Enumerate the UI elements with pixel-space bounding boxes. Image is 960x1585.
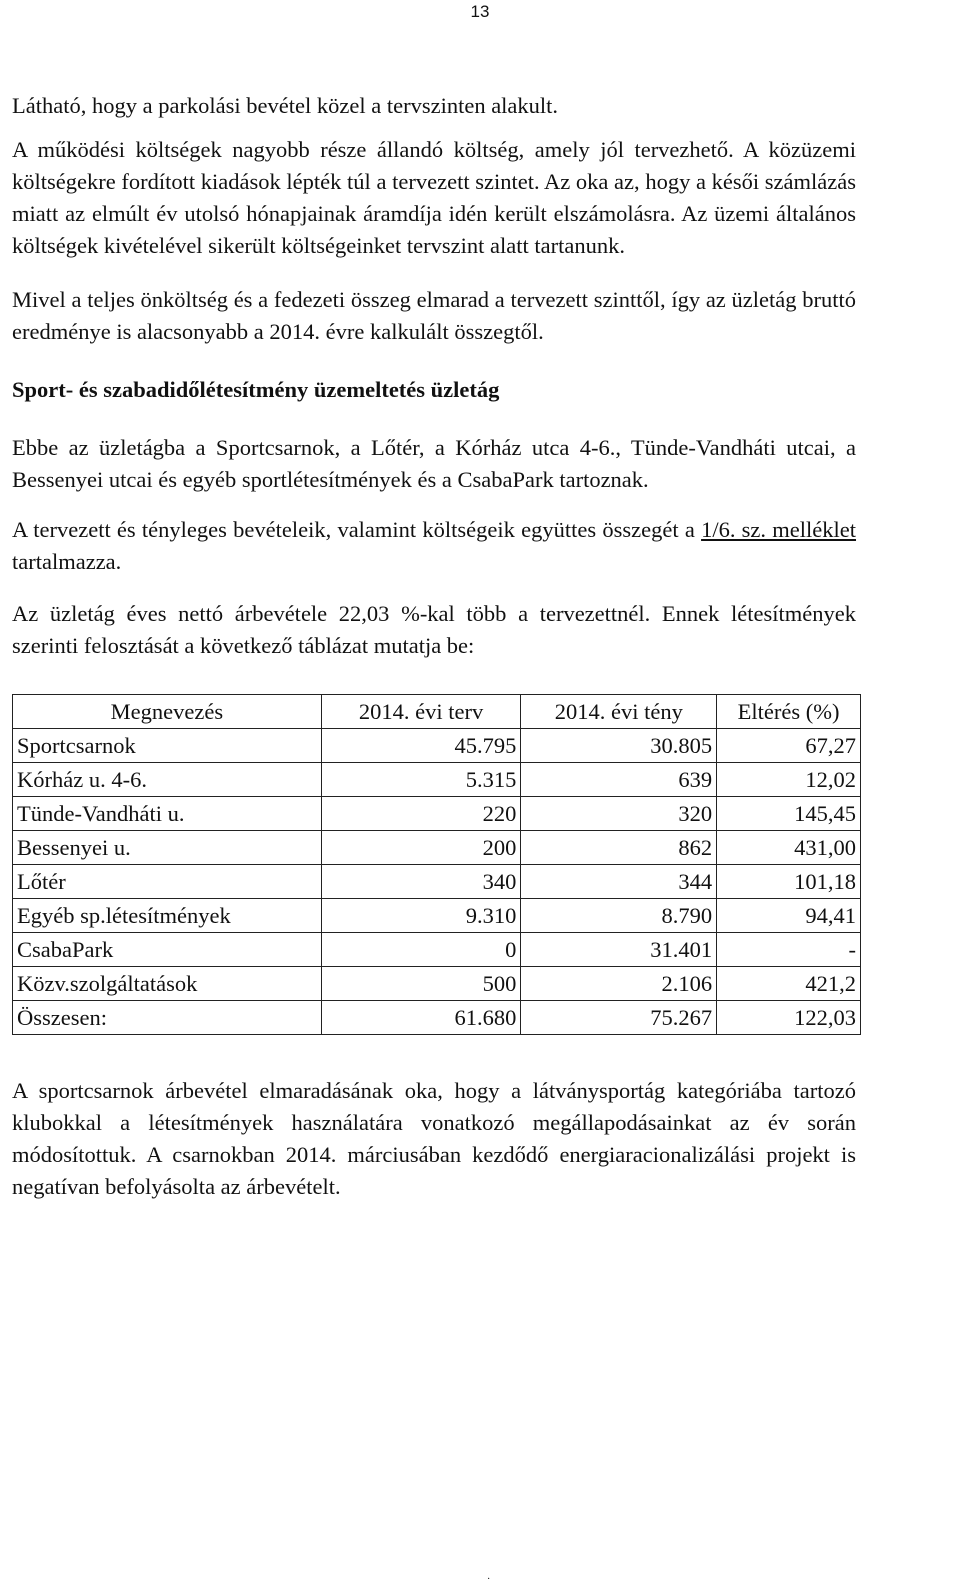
cell-actual: 320	[521, 797, 717, 831]
cell-plan: 340	[321, 865, 521, 899]
cell-deviation: 122,03	[717, 1001, 861, 1035]
cell-name: Tünde-Vandháti u.	[13, 797, 322, 831]
cell-name: Sportcsarnok	[13, 729, 322, 763]
header-deviation: Eltérés (%)	[717, 695, 861, 729]
header-name: Megnevezés	[13, 695, 322, 729]
header-plan: 2014. évi terv	[321, 695, 521, 729]
table-row	[13, 967, 861, 1001]
table-row	[13, 865, 861, 899]
section-heading: Sport- és szabadidőlétesítmény üzemeltetés üzletág	[12, 377, 500, 402]
cell-plan: 5.315	[321, 763, 521, 797]
cell-plan: 200	[321, 831, 521, 865]
cell-name: Lőtér	[13, 865, 322, 899]
table-row	[13, 729, 861, 763]
document-body	[12, 90, 856, 1203]
header-actual: 2014. évi tény	[521, 695, 717, 729]
cell-name: Bessenyei u.	[13, 831, 322, 865]
cell-actual: 344	[521, 865, 717, 899]
annex-link: 1/6. sz. melléklet	[701, 517, 857, 542]
cell-actual: 31.401	[521, 933, 717, 967]
cell-plan: 0	[321, 933, 521, 967]
cell-plan: 45.795	[321, 729, 521, 763]
paragraph-parking: Látható, hogy a parkolási bevétel közel a tervszinten alakult.	[12, 93, 559, 118]
table-row	[13, 933, 861, 967]
annex-text-after: tartalmazza.	[12, 549, 122, 574]
paragraph-sports-hall: A sportcsarnok árbevétel elmaradásának oka, hogy a látványsportág kategóriába tartozó klubokkal a létesítmények használatára vonatkozó megállapodásainkat az év során módosítottuk. A csarnokban 2014. márciusában kezdődő energiaracionalizálási projekt is negatívan befolyásolta az árbevételt.	[12, 1078, 856, 1199]
annex-text-before: A tervezett és tényleges bevételeik, valamint költségeik együttes összegét a	[12, 517, 702, 542]
cell-actual: 862	[521, 831, 717, 865]
cell-name: Összesen:	[13, 1001, 322, 1035]
paragraph-annex-reference	[12, 514, 856, 578]
cell-deviation: 421,2	[717, 967, 861, 1001]
cell-plan: 9.310	[321, 899, 521, 933]
cell-deviation: 431,00	[717, 831, 861, 865]
cell-deviation: 101,18	[717, 865, 861, 899]
cell-name: Közv.szolgáltatások	[13, 967, 322, 1001]
paragraph-facilities: Ebbe az üzletágba a Sportcsarnok, a Lőtér, a Kórház utca 4-6., Tünde-Vandháti utcai, a Bessenyei utcai és egyéb sportlétesítmények és a CsabaPark tartoznak.	[12, 435, 856, 492]
cell-deviation: 12,02	[717, 763, 861, 797]
page-number: 13	[470, 2, 490, 21]
cell-plan: 500	[321, 967, 521, 1001]
revenue-table	[12, 694, 861, 1035]
cell-deviation: 67,27	[717, 729, 861, 763]
cell-actual: 30.805	[521, 729, 717, 763]
table-header-row	[13, 695, 861, 729]
scan-dot: ·	[487, 1574, 491, 1585]
paragraph-cost-summary: Mivel a teljes önköltség és a fedezeti összeg elmarad a tervezett szinttől, így az üzletág bruttó eredménye is alacsonyabb a 2014. évre kalkulált összegtől.	[12, 287, 856, 344]
cell-plan: 61.680	[321, 1001, 521, 1035]
cell-actual: 75.267	[521, 1001, 717, 1035]
cell-deviation: 94,41	[717, 899, 861, 933]
cell-deviation: -	[717, 933, 861, 967]
paragraph-revenue: Az üzletág éves nettó árbevétele 22,03 %-kal több a tervezettnél. Ennek létesítmények szerinti felosztását a következő táblázat mutatja be:	[12, 601, 856, 658]
table-row	[13, 763, 861, 797]
cell-deviation: 145,45	[717, 797, 861, 831]
cell-actual: 8.790	[521, 899, 717, 933]
paragraph-operating-costs: A működési költségek nagyobb része állandó költség, amely jól tervezhető. A közüzemi költségekre fordított kiadások lépték túl a tervezett szintet. Az oka az, hogy a késői számlázás miatt az elmúlt év utolsó hónapjainak áramdíja idén került elszámolásra. Az üzemi általános költségek kivételével sikerült költségeinket tervszint alatt tartanunk.	[12, 137, 856, 258]
cell-name: Egyéb sp.létesítmények	[13, 899, 322, 933]
cell-actual: 639	[521, 763, 717, 797]
table-row	[13, 899, 861, 933]
table-row	[13, 831, 861, 865]
cell-plan: 220	[321, 797, 521, 831]
table-total-row	[13, 1001, 861, 1035]
table-row	[13, 797, 861, 831]
cell-actual: 2.106	[521, 967, 717, 1001]
cell-name: Kórház u. 4-6.	[13, 763, 322, 797]
cell-name: CsabaPark	[13, 933, 322, 967]
